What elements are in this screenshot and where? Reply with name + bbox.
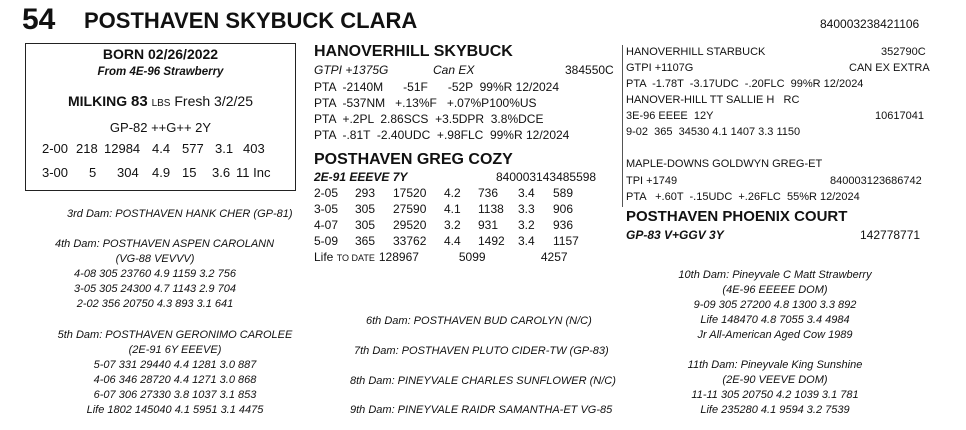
sire-class: Can EX xyxy=(433,63,475,77)
fourth-dam-record: 2-02 356 20750 4.3 893 3.1 641 xyxy=(76,298,234,310)
born-info-box xyxy=(25,43,296,191)
tenth-dam-line: Life 148470 4.8 7055 3.4 4984 xyxy=(700,314,850,326)
tenth-dam-line: 9-09 305 27200 4.8 1300 3.3 892 xyxy=(693,299,857,311)
eleventh-dam-line: Life 235280 4.1 9594 3.2 7539 xyxy=(700,404,850,416)
sire-sire-reg: 352790C xyxy=(881,46,926,58)
sire-pta-line: PTA -.81T -2.40UDC +.98FLC 99%R 12/2024 xyxy=(314,128,570,142)
seventh-dam: 7th Dam: POSTHAVEN PLUTO CIDER-TW (GP-83) xyxy=(354,345,609,357)
from-embryo: From 4E-96 Strawberry xyxy=(97,66,224,78)
eleventh-dam-class: (2E-90 VEEVE DOM) xyxy=(722,374,828,386)
fifth-dam-record: Life 1802 145040 4.1 5951 3.1 4475 xyxy=(86,404,264,416)
dam-sire-name: MAPLE-DOWNS GOLDWYN GREG-ET xyxy=(626,158,823,170)
fifth-dam-class: (2E-91 6Y EEEVE) xyxy=(128,344,222,356)
tenth-dam-line: Jr All-American Aged Cow 1989 xyxy=(697,329,853,341)
record-row: 3-00 5 304 4.9 15 3.6 11 Inc xyxy=(42,165,271,180)
sire-sire-gtpi: GTPI +1107G xyxy=(626,62,694,74)
milking-unit: LBS xyxy=(151,98,171,109)
eighth-dam: 8th Dam: PINEYVALE CHARLES SUNFLOWER (N/C) xyxy=(350,375,616,387)
fourth-dam-title: 4th Dam: POSTHAVEN ASPEN CAROLANN xyxy=(55,238,275,250)
milking-fresh: Fresh 3/2/25 xyxy=(174,93,253,109)
sire-gtpi: GTPI +1375G xyxy=(314,63,389,77)
dam-record-row: 2-05 293 17520 4.2 736 3.4 589 xyxy=(314,186,574,200)
dam-life-row: Life TO DATE 128967 5099 4257 xyxy=(314,250,568,264)
dam-reg: 840003143485598 xyxy=(496,170,597,184)
fifth-dam-record: 6-07 306 27330 3.8 1037 3.1 853 xyxy=(93,389,257,401)
sire-dam-name: HANOVER-HILL TT SALLIE H RC xyxy=(626,94,800,106)
dam-name: POSTHAVEN GREG COZY xyxy=(314,151,513,168)
sire-dam-class: 3E-96 EEEE 12Y xyxy=(626,110,714,122)
sire-sire-name: HANOVERHILL STARBUCK xyxy=(626,46,766,58)
born-date: BORN 02/26/2022 xyxy=(102,46,219,62)
sire-reg: 384550C xyxy=(565,63,614,77)
record-row: 2-00 218 12984 4.4 577 3.1 403 xyxy=(42,141,265,156)
eleventh-dam-line: 11-11 305 20750 4.2 1039 3.1 781 xyxy=(691,389,859,401)
eleventh-dam-title: 11th Dam: Pineyvale King Sunshine xyxy=(687,359,863,371)
milking-value: 83 xyxy=(131,93,148,110)
registration-number: 840003238421106 xyxy=(820,17,920,31)
sire-pta-line: PTA -2140M -51F -52P 99%R 12/2024 xyxy=(314,80,560,94)
dam-dam-reg: 142778771 xyxy=(860,228,921,242)
dam-record-row: 3-05 305 27590 4.1 1138 3.3 906 xyxy=(314,202,574,216)
fourth-dam-record: 3-05 305 24300 4.7 1143 2.9 704 xyxy=(74,283,236,295)
sire-name: HANOVERHILL SKYBUCK xyxy=(314,43,513,60)
dam-record-row: 5-09 365 33762 4.4 1492 3.4 1157 xyxy=(314,234,579,248)
ninth-dam: 9th Dam: PINEYVALE RAIDR SAMANTHA-ET VG-85 xyxy=(350,404,613,416)
fifth-dam-title: 5th Dam: POSTHAVEN GERONIMO CAROLEE xyxy=(57,329,293,341)
sire-pta-line: PTA +.2PL 2.86SCS +3.5DPR 3.8%DCE xyxy=(314,112,544,126)
fourth-dam-record: 4-08 305 23760 4.9 1159 3.2 756 xyxy=(74,268,236,280)
third-dam: 3rd Dam: POSTHAVEN HANK CHER (GP-81) xyxy=(67,208,293,220)
tenth-dam-class: (4E-96 EEEEE DOM) xyxy=(722,284,828,296)
dam-dam-name: POSTHAVEN PHOENIX COURT xyxy=(626,208,848,225)
divider xyxy=(622,45,623,207)
sire-sire-pta: PTA -1.78T -3.17UDC -.20FLC 99%R 12/2024 xyxy=(626,78,864,90)
sire-sire-class: CAN EX EXTRA xyxy=(849,62,930,74)
dam-record-row: 4-07 305 29520 3.2 931 3.2 936 xyxy=(314,218,574,232)
tenth-dam-title: 10th Dam: Pineyvale C Matt Strawberry xyxy=(678,269,872,281)
fifth-dam-record: 4-06 346 28720 4.4 1271 3.0 868 xyxy=(93,374,257,386)
sire-dam-record: 9-02 365 34530 4.1 1407 3.3 1150 xyxy=(626,126,801,138)
sire-pta-line: PTA -537NM +.13%F +.07%P100%US xyxy=(314,96,537,110)
fourth-dam-class: (VG-88 VEVVV) xyxy=(115,253,195,265)
dam-class: 2E-91 EEEVE 7Y xyxy=(314,170,408,184)
lot-number: 54 xyxy=(22,3,56,36)
classification: GP-82 ++G++ 2Y xyxy=(109,120,212,135)
dam-sire-tpi: TPI +1749 xyxy=(626,175,678,187)
dam-sire-reg: 840003123686742 xyxy=(830,175,922,187)
animal-name: POSTHAVEN SKYBUCK CLARA xyxy=(84,8,418,33)
milking-line xyxy=(26,93,295,110)
milking-label: MILKING xyxy=(68,93,128,109)
sixth-dam: 6th Dam: POSTHAVEN BUD CAROLYN (N/C) xyxy=(366,315,592,327)
fifth-dam-record: 5-07 331 29440 4.4 1281 3.0 887 xyxy=(93,359,257,371)
dam-sire-pta: PTA +.60T -.15UDC +.26FLC 55%R 12/2024 xyxy=(626,191,860,203)
dam-dam-class: GP-83 V+GGV 3Y xyxy=(626,228,724,242)
sire-dam-reg: 10617041 xyxy=(875,110,924,122)
